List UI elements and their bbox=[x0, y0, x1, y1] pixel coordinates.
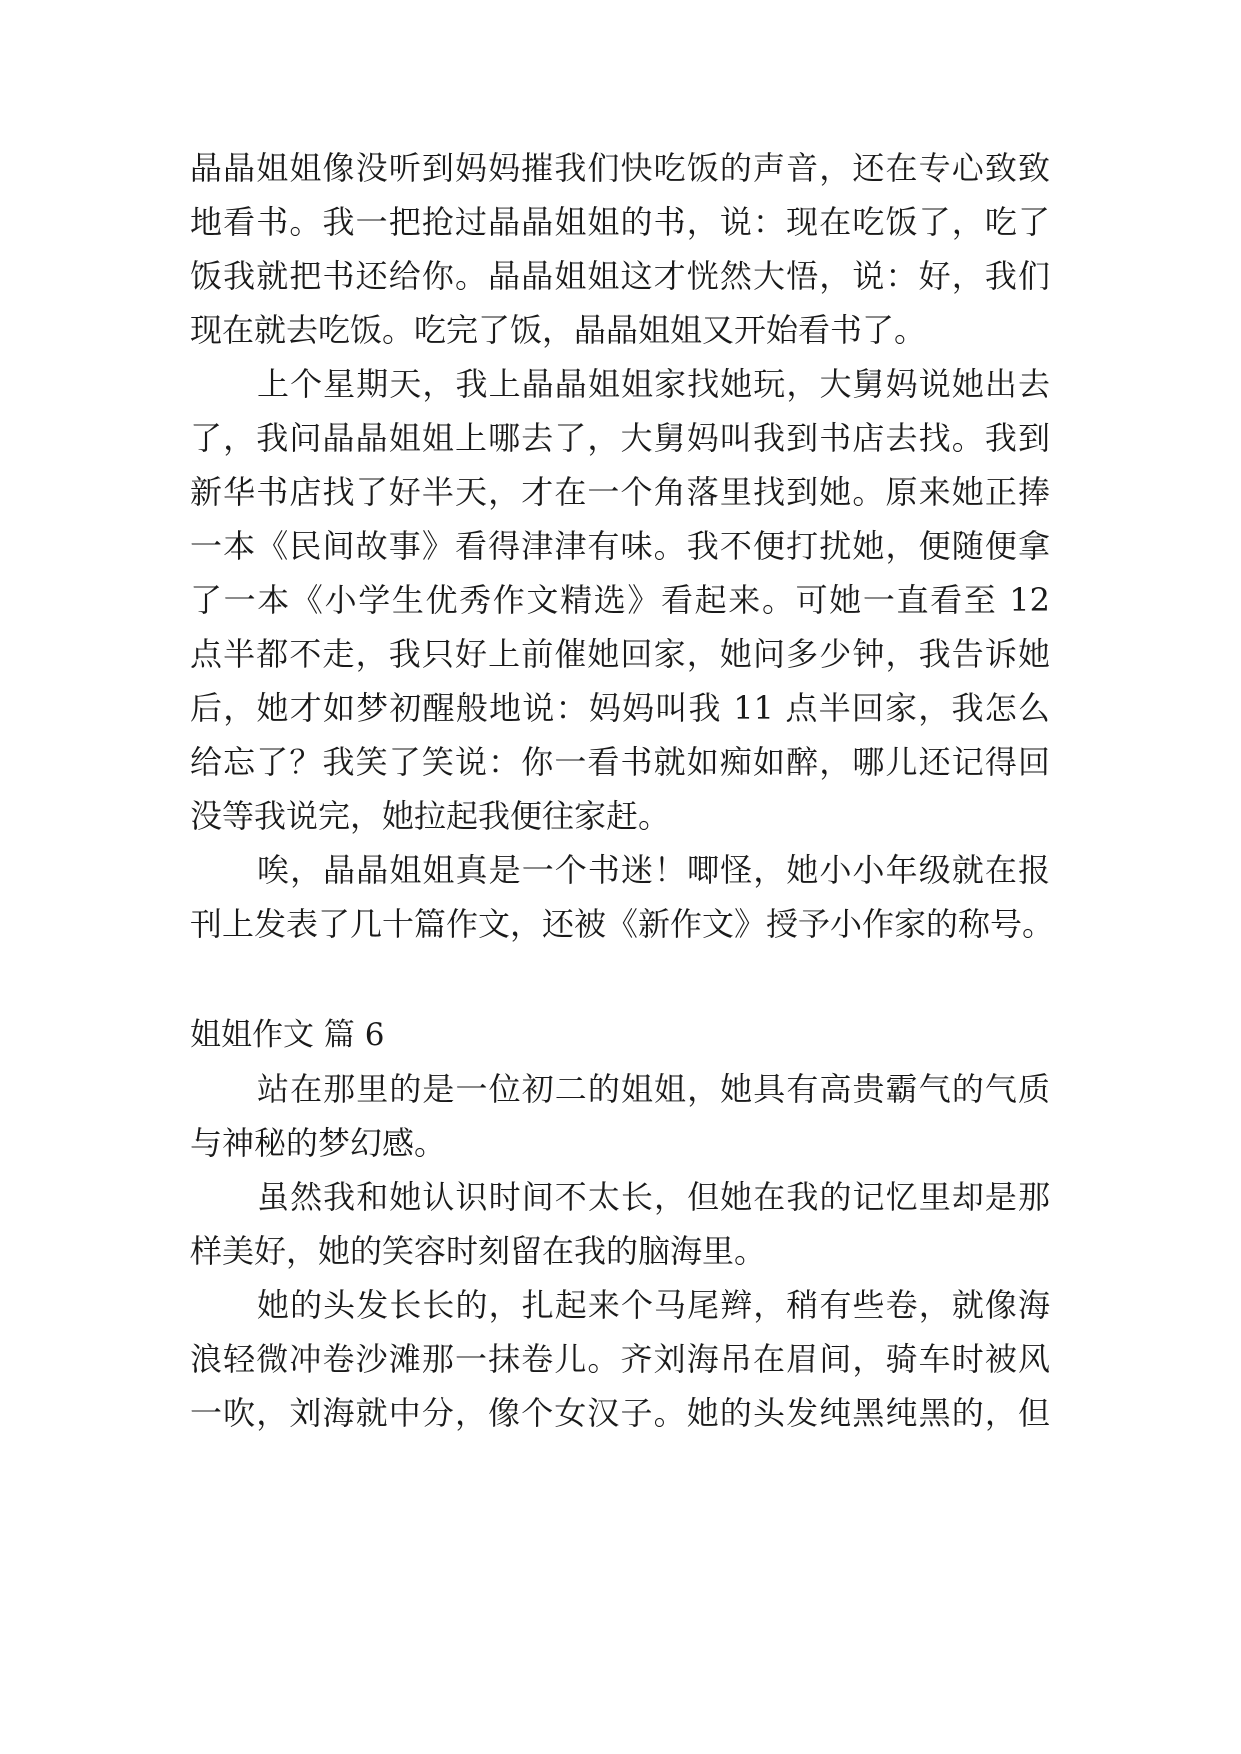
text-line: 浪轻微冲卷沙滩那一抹卷儿。齐刘海吊在眉间，骑车时被风 bbox=[190, 1340, 1050, 1378]
text-line: 了一本《小学生优秀作文精选》看起来。可她一直看至 12 bbox=[190, 581, 1050, 619]
text-line: 地看书。我一把抢过晶晶姐姐的书，说：现在吃饭了，吃了 bbox=[190, 203, 1050, 241]
text-line: 刊上发表了几十篇作文，还被《新作文》授予小作家的称号。 bbox=[190, 905, 1055, 943]
text-line: 虽然我和她认识时间不太长，但她在我的记忆里却是那 bbox=[257, 1178, 1050, 1216]
text-line: 点半都不走，我只好上前催她回家，她问多少钟，我告诉她 bbox=[190, 635, 1050, 673]
text-line: 一吹，刘海就中分，像个女汉子。她的头发纯黑纯黑的，但 bbox=[190, 1394, 1050, 1432]
text-line: 了，我问晶晶姐姐上哪去了，大舅妈叫我到书店去找。我到 bbox=[190, 419, 1050, 457]
text-line: 样美好，她的笑容时刻留在我的脑海里。 bbox=[190, 1232, 767, 1270]
text-line: 现在就去吃饭。吃完了饭，晶晶姐姐又开始看书了。 bbox=[190, 311, 927, 349]
text-line: 上个星期天，我上晶晶姐姐家找她玩，大舅妈说她出去 bbox=[257, 365, 1050, 403]
text-line: 与神秘的梦幻感。 bbox=[190, 1124, 447, 1162]
text-line: 后，她才如梦初醒般地说：妈妈叫我 11 点半回家，我怎么 bbox=[190, 689, 1050, 727]
text-line: 晶晶姐姐像没听到妈妈摧我们快吃饭的声音，还在专心致致 bbox=[190, 149, 1050, 187]
text-line: 站在那里的是一位初二的姐姐，她具有高贵霸气的气质 bbox=[257, 1070, 1050, 1108]
text-line: 没等我说完，她拉起我便往家赶。 bbox=[190, 797, 671, 835]
text-line: 唉，晶晶姐姐真是一个书迷！唧怪，她小小年级就在报 bbox=[257, 851, 1050, 889]
text-line: 她的头发长长的，扎起来个马尾辫，稍有些卷，就像海 bbox=[257, 1286, 1050, 1324]
section-heading: 姐姐作文 篇 6 bbox=[190, 1017, 385, 1053]
text-line: 饭我就把书还给你。晶晶姐姐这才恍然大悟，说：好，我们 bbox=[190, 257, 1050, 295]
text-line: 新华书店找了好半天，才在一个角落里找到她。原来她正捧 bbox=[190, 473, 1050, 511]
text-line: 一本《民间故事》看得津津有味。我不便打扰她，便随便拿 bbox=[190, 527, 1050, 565]
text-line: 给忘了？我笑了笑说：你一看书就如痴如醉，哪儿还记得回 bbox=[190, 743, 1050, 781]
